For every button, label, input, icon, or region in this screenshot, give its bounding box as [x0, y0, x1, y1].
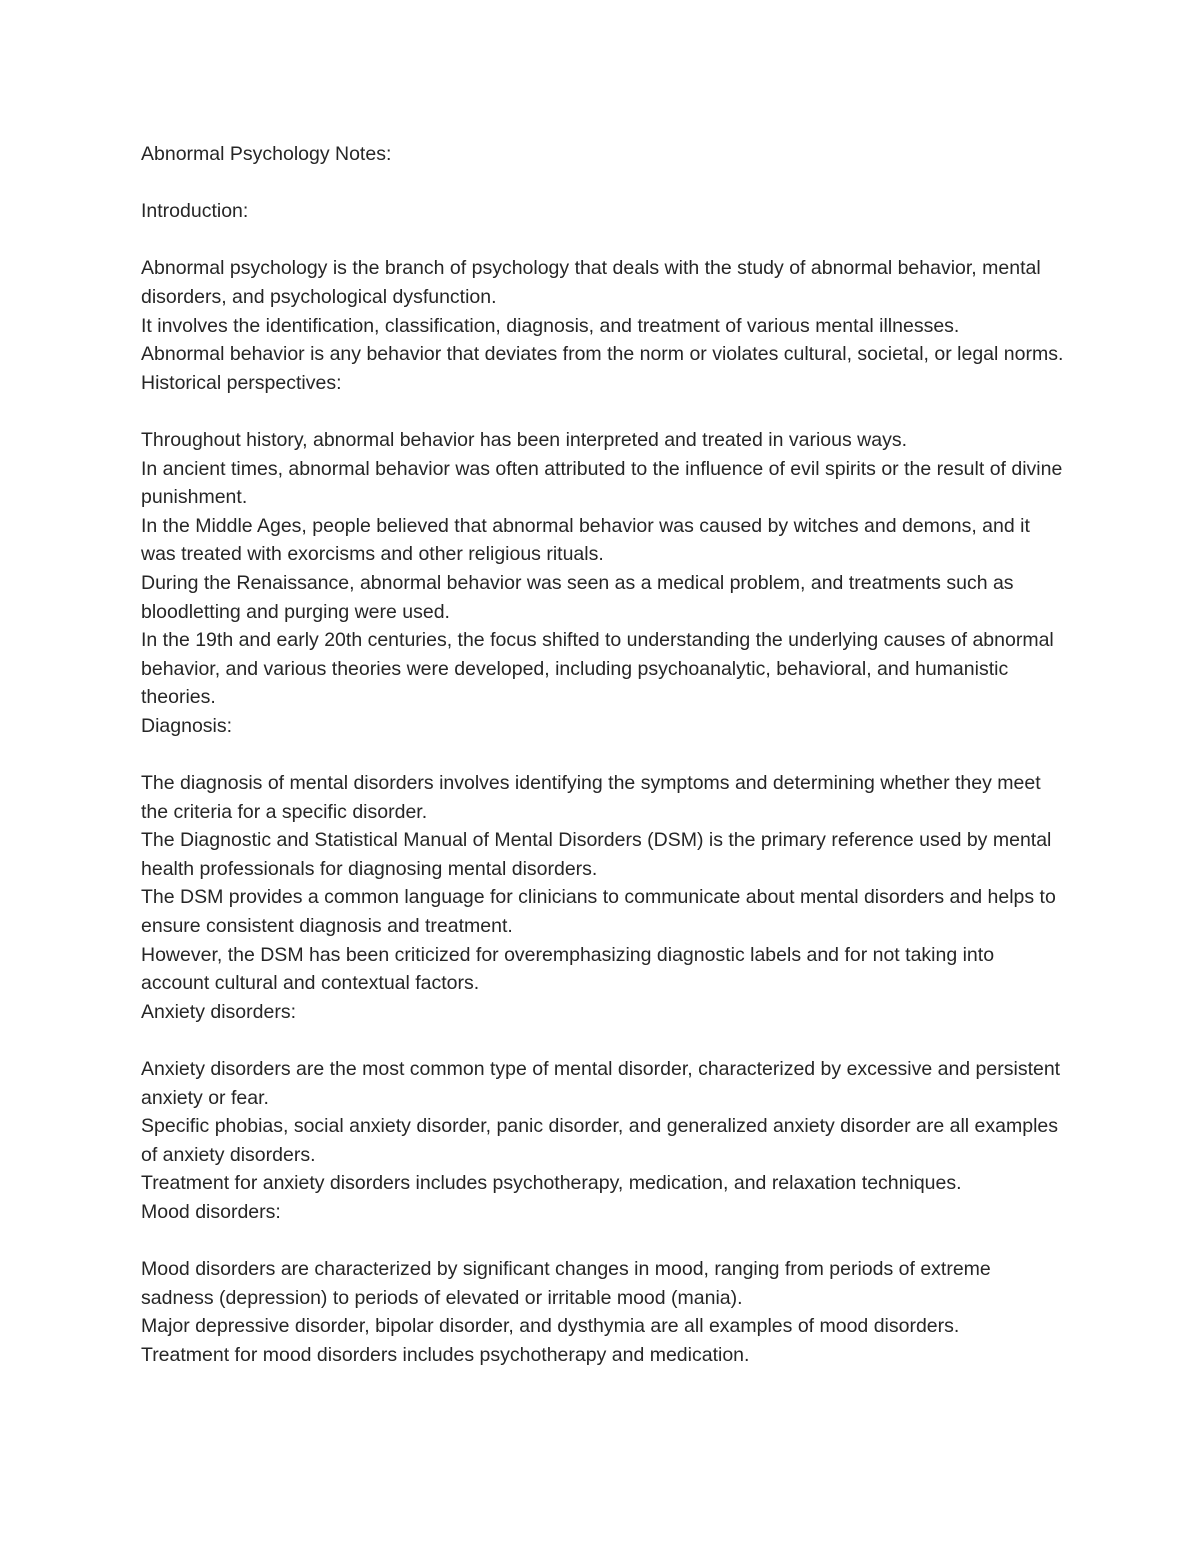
document-body: [141, 140, 1066, 1370]
paragraph-line: Abnormal psychology is the branch of psychology that deals with the study of abnormal behavior, mental disorders, and psychological dysfunction.: [141, 257, 1041, 308]
blank-line: [141, 226, 1066, 255]
blank-line: [141, 1026, 1066, 1055]
paragraph-line: It involves the identification, classification, diagnosis, and treatment of various mental illnesses.: [141, 314, 960, 337]
section-heading: Diagnosis:: [141, 714, 233, 737]
paragraph-line: In ancient times, abnormal behavior was often attributed to the influence of evil spirits or the result of divine punishment.: [141, 457, 1063, 509]
blank-line: [141, 1227, 1066, 1256]
paragraph-line: Major depressive disorder, bipolar disorder, and dysthymia are all examples of mood disorders.: [141, 1315, 960, 1338]
section-heading: Abnormal Psychology Notes:: [141, 143, 392, 165]
paragraph-line: Throughout history, abnormal behavior has been interpreted and treated in various ways.: [141, 428, 908, 451]
paragraph-line: Treatment for mood disorders includes psychotherapy and medication.: [141, 1343, 750, 1366]
paragraph-line: The DSM provides a common language for clinicians to communicate about mental disorders and helps to ensure consistent diagnosis and treatment.: [141, 886, 1056, 938]
section-heading: Anxiety disorders:: [141, 1000, 296, 1023]
paragraph-line: During the Renaissance, abnormal behavior was seen as a medical problem, and treatments such as bloodletting and purging were used.: [141, 571, 1014, 623]
section-heading: Introduction:: [141, 200, 249, 223]
section-heading: Historical perspectives:: [141, 371, 342, 394]
paragraph-line: Anxiety disorders are the most common type of mental disorder, characterized by excessive and persistent anxiety or fear.: [141, 1058, 1061, 1109]
paragraph-line: Treatment for anxiety disorders includes psychotherapy, medication, and relaxation techniques.: [141, 1172, 962, 1195]
paragraph-line: However, the DSM has been criticized for overemphasizing diagnostic labels and for not taking into account cultural and contextual factors.: [141, 943, 995, 995]
paragraph-line: In the 19th and early 20th centuries, the focus shifted to understanding the underlying causes of abnormal behavior, and various theories were developed, including psychoanalytic, behavioral, and humanistic theories.: [141, 629, 1054, 709]
blank-line: [141, 169, 1066, 198]
blank-line: [141, 740, 1066, 769]
paragraph-line: Specific phobias, social anxiety disorder, panic disorder, and generalized anxiety disorder are all examples of anxiety disorders.: [141, 1115, 1059, 1166]
paragraph-line: The Diagnostic and Statistical Manual of Mental Disorders (DSM) is the primary reference used by mental health professionals for diagnosing mental disorders.: [141, 829, 1052, 880]
paragraph-line: Mood disorders are characterized by significant changes in mood, ranging from periods of extreme sadness (depression) to periods of elevated or irritable mood (mania).: [141, 1258, 991, 1309]
blank-line: [141, 397, 1066, 426]
section-heading: Mood disorders:: [141, 1200, 281, 1223]
paragraph-line: In the Middle Ages, people believed that abnormal behavior was caused by witches and demons, and it was treated with exorcisms and other religious rituals.: [141, 514, 1030, 566]
paragraph-line: Abnormal behavior is any behavior that deviates from the norm or violates cultural, societal, or legal norms.: [141, 343, 1064, 366]
paragraph-line: The diagnosis of mental disorders involves identifying the symptoms and determining whether they meet the criteria for a specific disorder.: [141, 772, 1041, 823]
